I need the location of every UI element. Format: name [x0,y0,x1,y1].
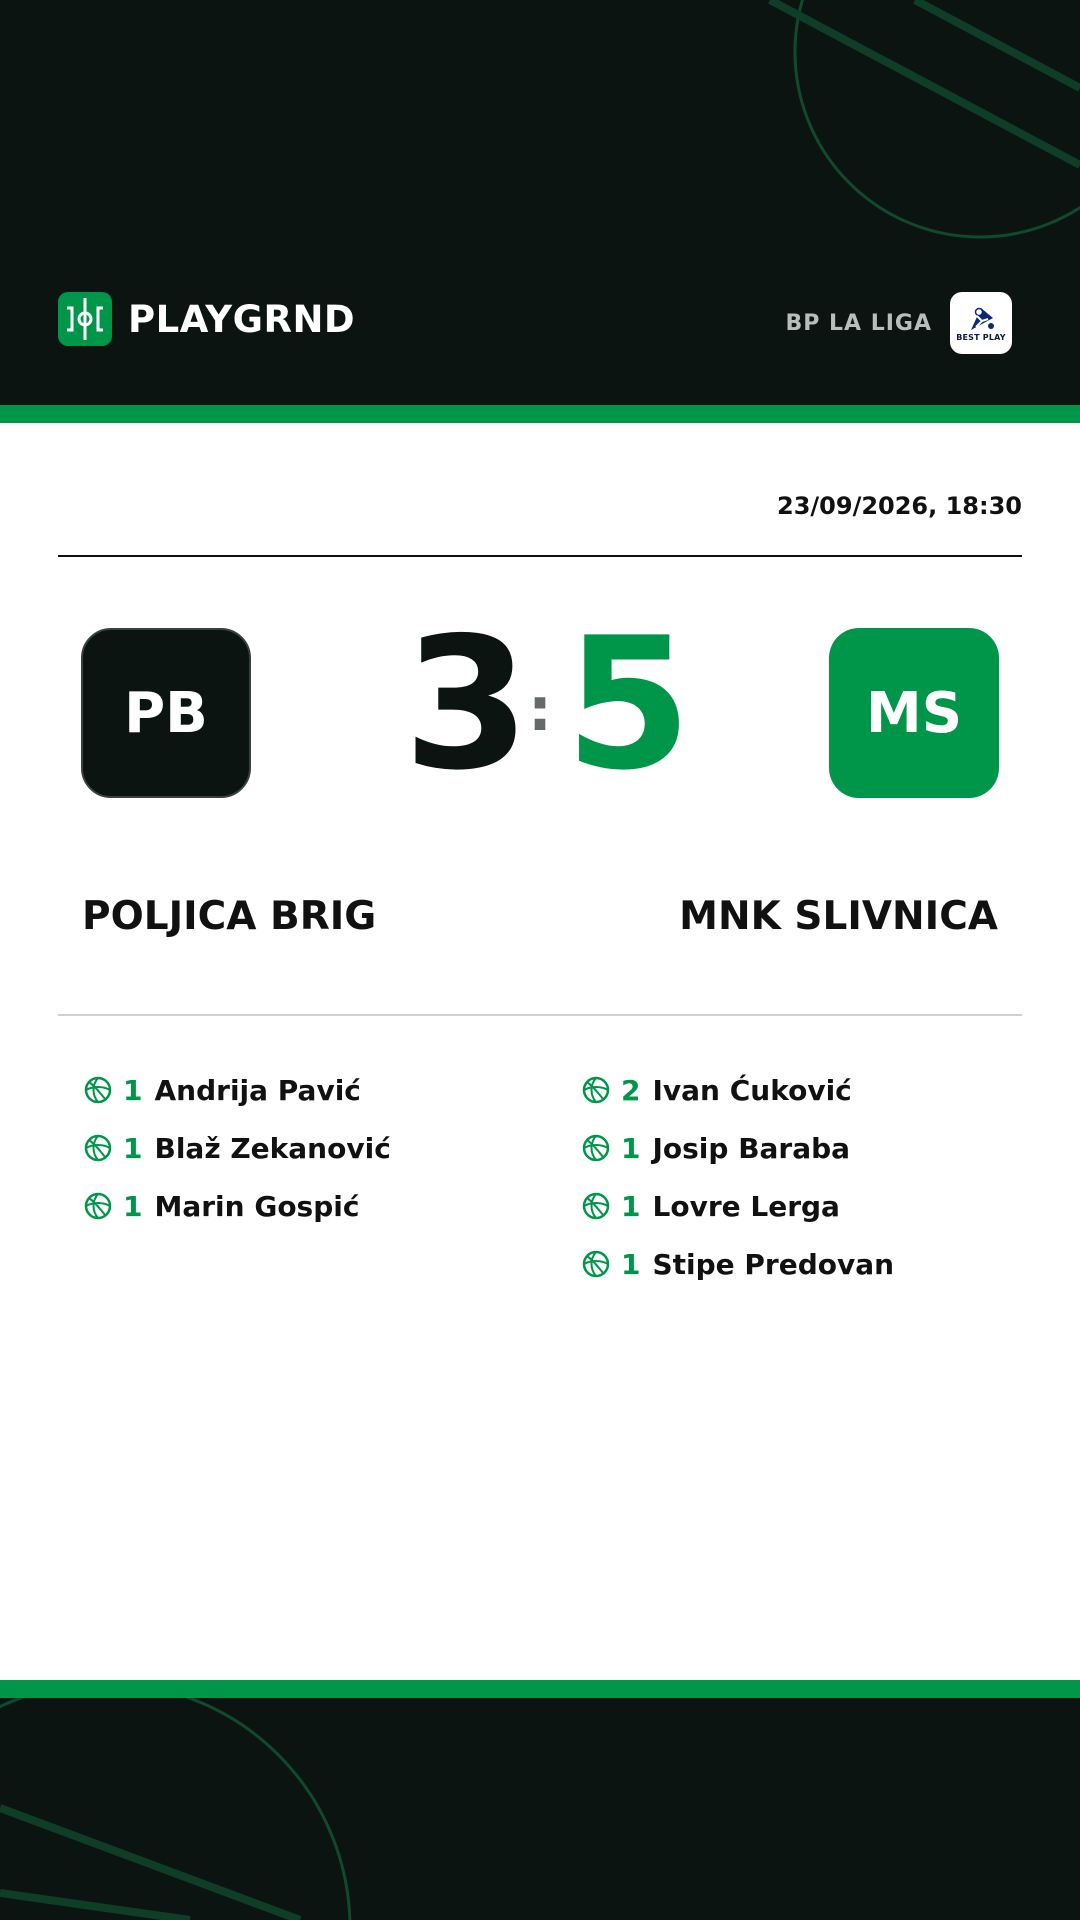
goal-count: 1 [123,1073,143,1107]
league-logo [950,292,1012,354]
ball-icon [83,1133,113,1163]
ball-icon [581,1191,611,1221]
brand-name: PLAYGRND [128,297,356,341]
league [785,292,1012,354]
footer [0,1698,1080,1920]
player-name: Ivan Ćuković [652,1073,852,1107]
brand [58,292,355,346]
goal-count: 2 [621,1073,641,1107]
away-team-abbr: MS [865,680,963,746]
player-name: Blaž Zekanović [154,1131,391,1165]
player-name: Lovre Lerga [652,1189,840,1223]
home-team-badge [81,628,251,798]
player-kick-icon [963,304,999,332]
header [0,0,1080,405]
ball-icon [83,1191,113,1221]
away-team-badge [829,628,999,798]
goal-count: 1 [123,1189,143,1223]
player-name: Marin Gospić [154,1189,360,1223]
ball-icon [581,1075,611,1105]
league-name: BP LA LIGA [785,310,932,336]
player-name: Josip Baraba [652,1131,851,1165]
match-datetime: 23/09/2026, 18:30 [777,492,1022,520]
pitch-lines-decoration [0,1698,1080,1920]
home-team-abbr: PB [124,680,208,746]
away-team-name: MNK SLIVNICA [679,894,998,939]
ball-icon [581,1133,611,1163]
scorer-row [581,1177,894,1235]
scorer-row [581,1235,894,1293]
header-accent-bar [0,405,1080,423]
away-scorers-list [581,1061,894,1293]
scorer-row [581,1119,894,1177]
home-scorers-list [83,1061,391,1235]
ball-icon [581,1249,611,1279]
goal-count: 1 [621,1189,641,1223]
goal-count: 1 [621,1131,641,1165]
goal-count: 1 [123,1131,143,1165]
scorer-row [83,1119,391,1177]
pitch-icon [58,292,112,346]
footer-accent-bar [0,1680,1080,1698]
ball-icon [83,1075,113,1105]
score-separator: : [528,675,552,745]
goal-count: 1 [621,1247,641,1281]
scorer-row [581,1061,894,1119]
away-score: 5 [565,598,692,810]
player-name: Stipe Predovan [652,1247,895,1281]
divider [58,1014,1022,1016]
home-team-name: POLJICA BRIG [82,894,377,939]
home-score: 3 [403,598,530,810]
divider [58,555,1022,557]
scorer-row [83,1061,391,1119]
scorer-row [83,1177,391,1235]
league-logo-text: BEST PLAY [956,333,1006,342]
player-name: Andrija Pavić [154,1073,361,1107]
